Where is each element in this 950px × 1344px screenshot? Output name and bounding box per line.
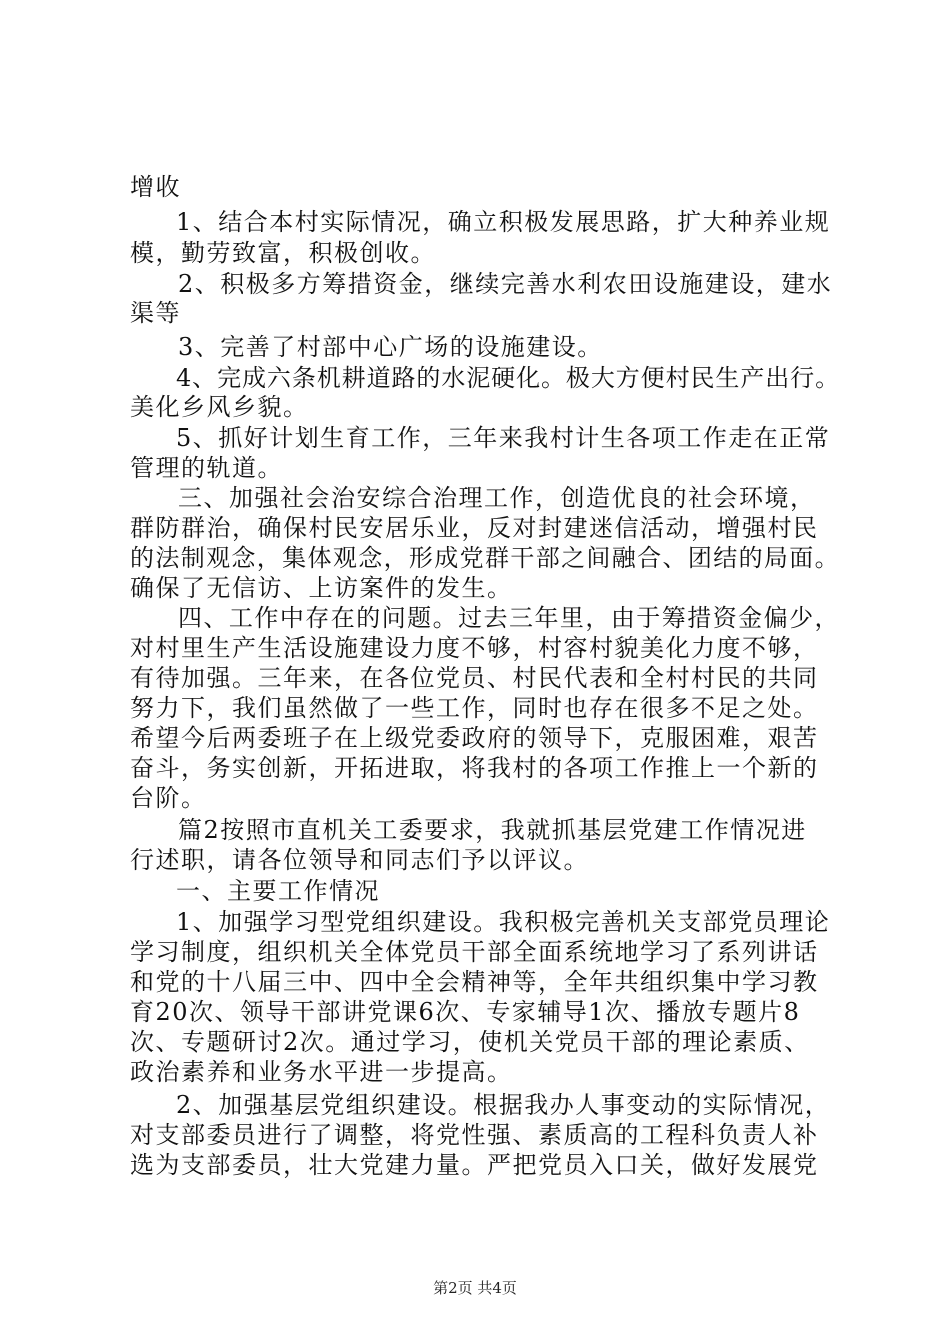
text-line: 政治素养和业务水平进一步提高。 <box>130 1058 513 1086</box>
text-line: 有待加强。三年来，在各位党员、村民代表和全村村民的共同 <box>130 664 819 692</box>
text-line: 增收 <box>130 173 181 201</box>
text-line: 美化乡风乡貌。 <box>130 393 309 421</box>
text-line: 台阶。 <box>130 784 207 812</box>
text-line: 努力下，我们虽然做了一些工作，同时也存在很多不足之处。 <box>130 694 819 722</box>
text-line: 1、结合本村实际情况，确立积极发展思路，扩大种养业规 <box>176 208 831 236</box>
text-line: 一、主要工作情况 <box>176 877 380 905</box>
text-line: 篇2按照市直机关工委要求，我就抓基层党建工作情况进 <box>178 816 807 844</box>
text-line: 3、完善了村部中心广场的设施建设。 <box>178 333 603 361</box>
text-line: 1、加强学习型党组织建设。我积极完善机关支部党员理论 <box>176 908 831 936</box>
text-line: 4、完成六条机耕道路的水泥硬化。极大方便村民生产出行。 <box>176 364 840 392</box>
text-line: 奋斗，务实创新，开拓进取，将我村的各项工作推上一个新的 <box>130 754 819 782</box>
text-line: 希望今后两委班子在上级党委政府的领导下，克服困难，艰苦 <box>130 724 819 752</box>
text-line: 管理的轨道。 <box>130 454 283 482</box>
text-line: 对支部委员进行了调整，将党性强、素质高的工程科负责人补 <box>130 1121 819 1149</box>
text-line: 5、抓好计划生育工作，三年来我村计生各项工作走在正常 <box>176 424 831 452</box>
text-line: 选为支部委员，壮大党建力量。严把党员入口关，做好发展党 <box>130 1151 819 1179</box>
text-line: 确保了无信访、上访案件的发生。 <box>130 574 513 602</box>
text-line: 2、加强基层党组织建设。根据我办人事变动的实际情况， <box>176 1091 831 1119</box>
text-line: 群防群治，确保村民安居乐业，反对封建迷信活动，增强村民 <box>130 514 819 542</box>
text-line: 的法制观念，集体观念，形成党群干部之间融合、团结的局面。 <box>130 544 840 572</box>
text-line: 和党的十八届三中、四中全会精神等，全年共组织集中学习教 <box>130 968 819 996</box>
text-line: 育20次、领导干部讲党课6次、专家辅导1次、播放专题片8 <box>130 998 801 1026</box>
text-line: 四、工作中存在的问题。过去三年里，由于筹措资金偏少， <box>178 604 840 632</box>
text-line: 渠等 <box>130 299 181 327</box>
text-line: 三、加强社会治安综合治理工作，创造优良的社会环境， <box>178 484 816 512</box>
text-line: 模，勤劳致富，积极创收。 <box>130 239 436 267</box>
text-line: 2、积极多方筹措资金，继续完善水利农田设施建设，建水 <box>178 270 833 298</box>
text-line: 次、专题研讨2次。通过学习，使机关党员干部的理论素质、 <box>130 1028 810 1056</box>
text-line: 行述职，请各位领导和同志们予以评议。 <box>130 846 589 874</box>
page-number: 第2页 共4页 <box>433 1279 517 1297</box>
text-line: 学习制度，组织机关全体党员干部全面系统地学习了系列讲话 <box>130 938 819 966</box>
text-line: 对村里生产生活设施建设力度不够，村容村貌美化力度不够， <box>130 634 819 662</box>
